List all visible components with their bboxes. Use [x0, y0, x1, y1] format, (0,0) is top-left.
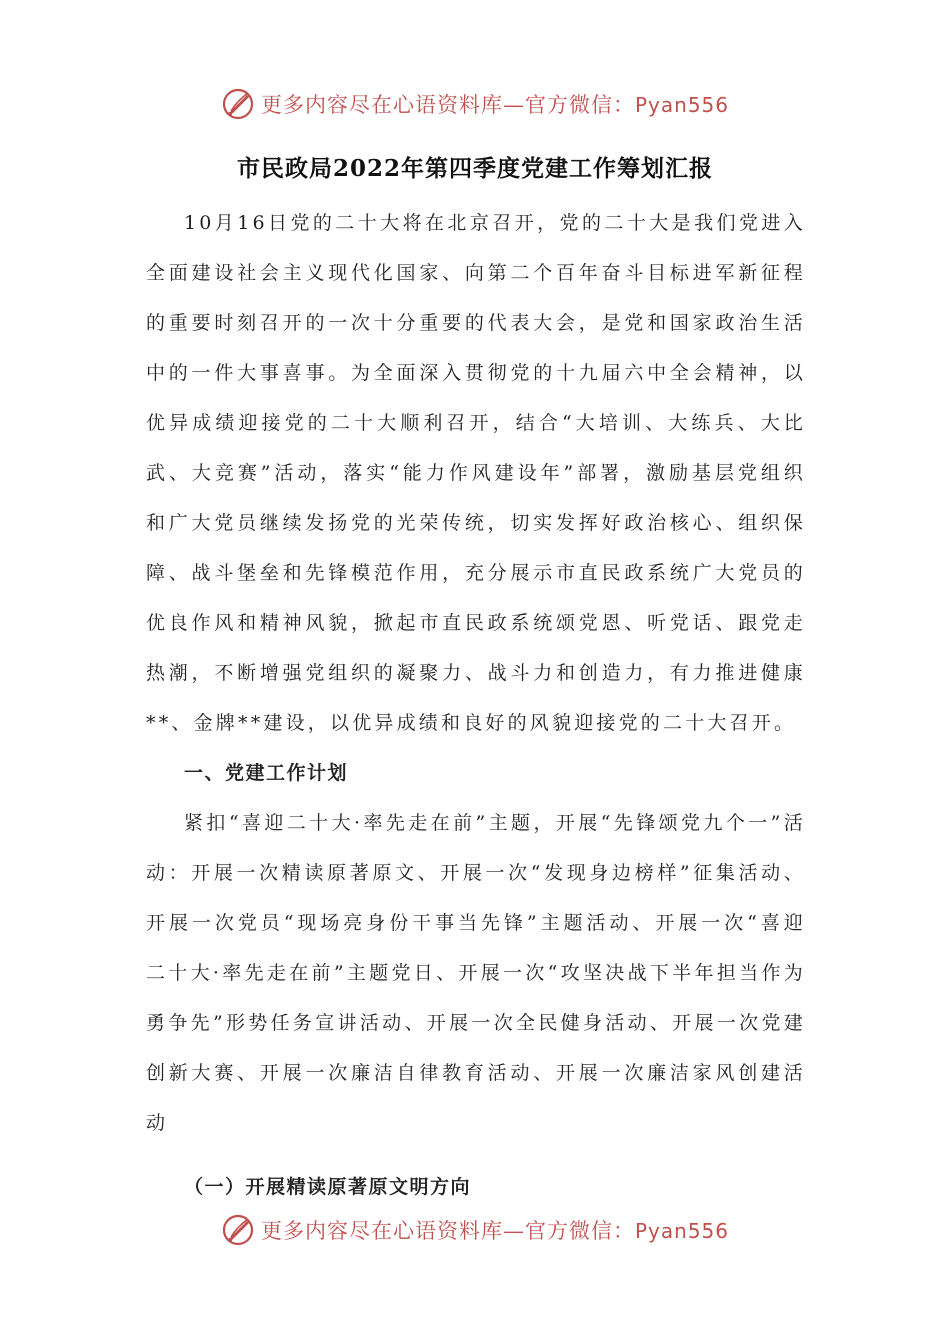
header-banner — [0, 84, 950, 124]
document-body — [146, 198, 806, 1212]
wechat-id: Pyan556 — [634, 93, 729, 117]
subsection-heading: （一）开展精读原著原文明方向 — [184, 1176, 472, 1198]
section-paragraph: 紧扣“喜迎二十大·率先走在前”主题，开展“先锋颂党九个一”活动：开展一次精读原著原文、开展一次“发现身边榜样”征集活动、开展一次党员“现场亮身份干事当先锋”主题活动、开展一次“喜迎二十大·率先走在前”主题党日、开展一次“攻坚决战下半年担当作为勇争先”形势任务宣讲活动、开展一次全民健身活动、开展一次党建创新大赛、开展一次廉洁自律教育活动、开展一次廉洁家风创建活动 — [146, 812, 806, 1134]
quill-logo-icon — [221, 1213, 255, 1247]
quill-logo-icon — [221, 87, 255, 121]
document-title: 市民政局2022年第四季度党建工作筹划汇报 — [236, 155, 713, 182]
banner-text: 更多内容尽在心语资料库—官方微信：Pyan556 — [260, 93, 729, 117]
wechat-id: Pyan556 — [634, 1219, 729, 1243]
section-heading: 一、党建工作计划 — [184, 762, 349, 784]
intro-paragraph: 10月16日党的二十大将在北京召开，党的二十大是我们党进入全面建设社会主义现代化国家、向第二个百年奋斗目标进军新征程的重要时刻召开的一次十分重要的代表大会，是党和国家政治生活中的一件大事喜事。为全面深入贯彻党的十九届六中全会精神，以优异成绩迎接党的二十大顺利召开，结合“大培训、大练兵、大比武、大竞赛”活动，落实“能力作风建设年”部署，激励基层党组织和广大党员继续发扬党的光荣传统，切实发挥好政治核心、组织保障、战斗堡垒和先锋模范作用，充分展示市直民政系统广大党员的优良作风和精神风貌，掀起市直民政系统颂党恩、听党话、跟党走热潮，不断增强党组织的凝聚力、战斗力和创造力，有力推进健康**、金牌**建设，以优异成绩和良好的风貌迎接党的二十大召开。 — [146, 212, 806, 734]
footer-banner — [0, 1210, 950, 1250]
banner-text: 更多内容尽在心语资料库—官方微信：Pyan556 — [260, 1219, 729, 1243]
